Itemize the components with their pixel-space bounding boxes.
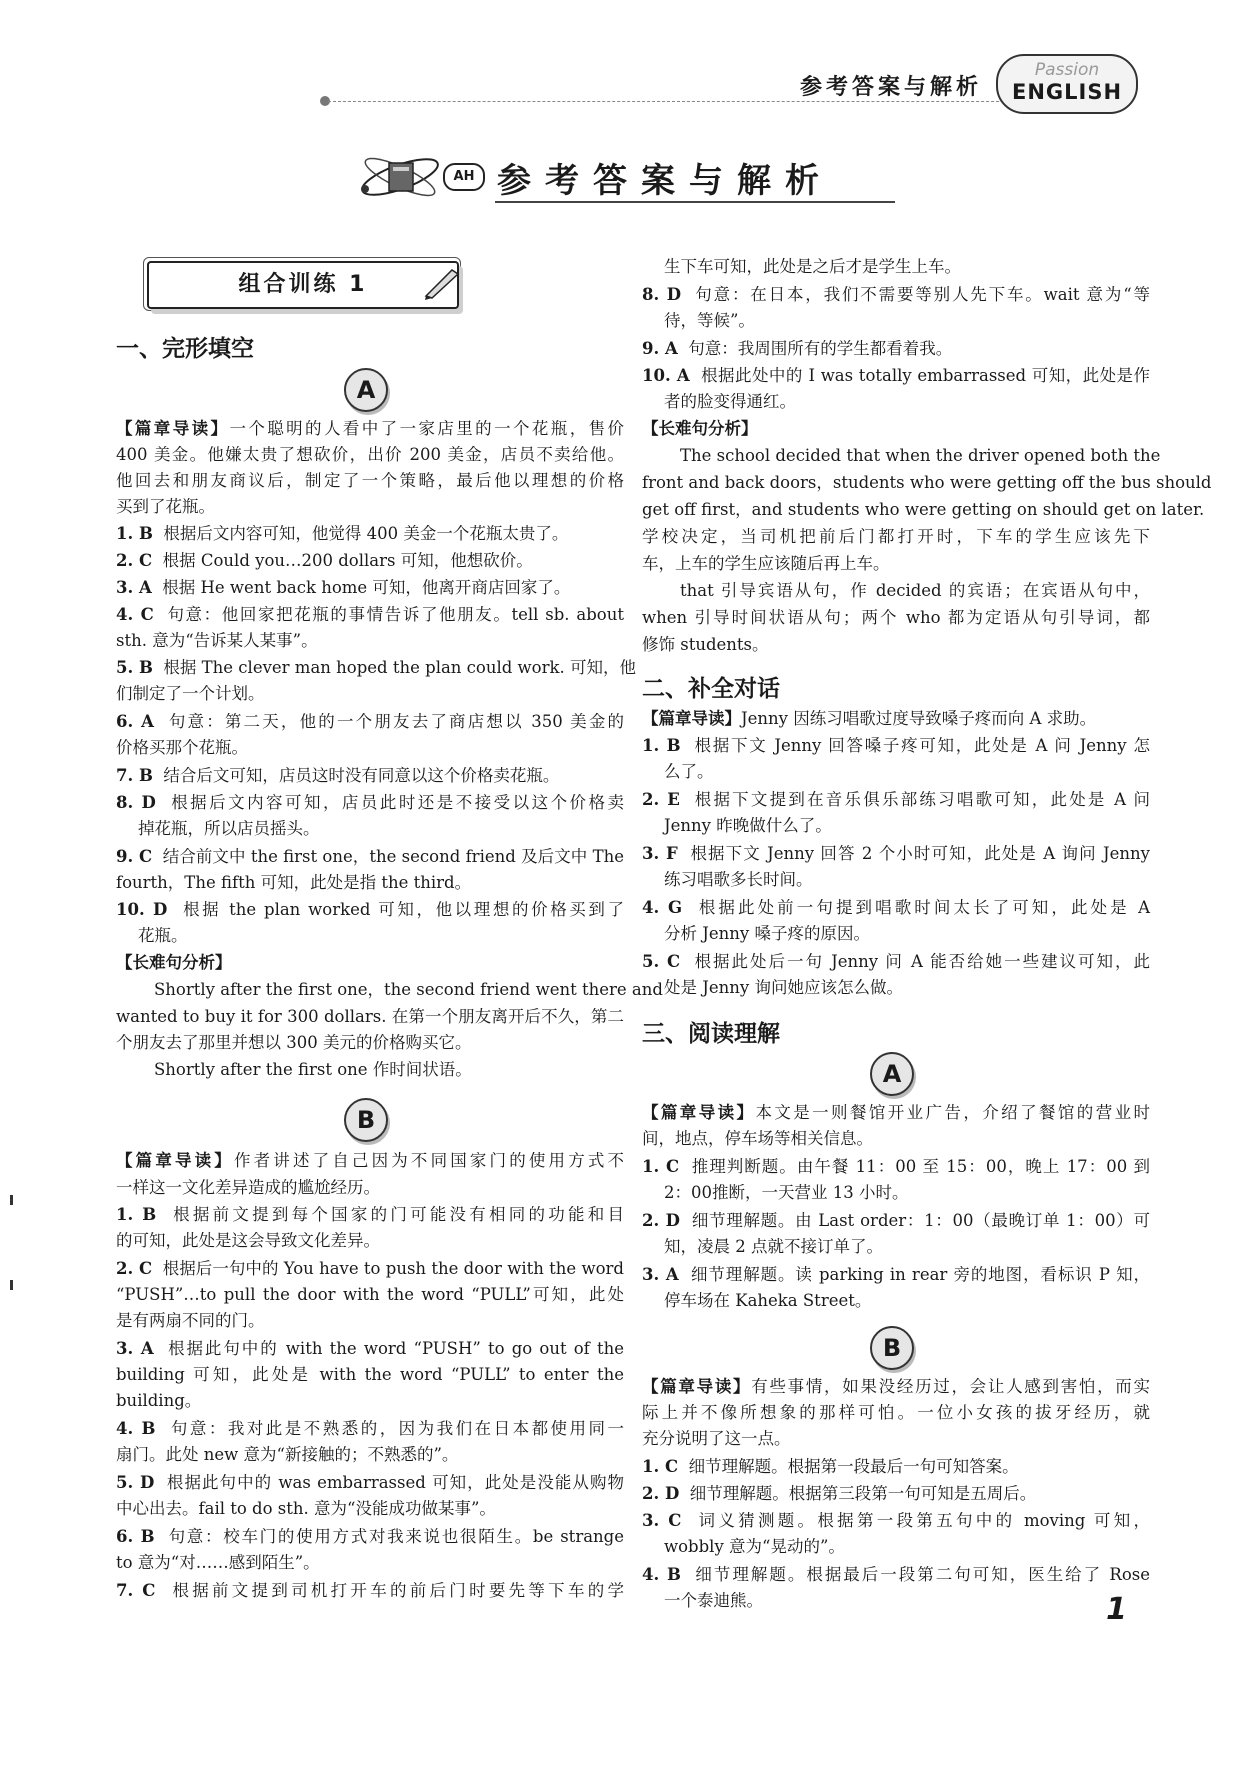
long-sentence-line: The school decided that when the driver opened both the [680, 446, 1161, 465]
answer-item: 1. C 推理判断题。由午餐 11：00 至 15：00，晚上 17：00 到 [642, 1157, 1150, 1176]
long-sentence-line: 学校决定，当司机把前后门都打开时，下车的学生应该先下 [642, 527, 1150, 546]
answer-item: 1. C 细节理解题。根据第一段最后一句可知答案。 [642, 1457, 1019, 1476]
answer-item: 10. A 根据此处中的 I was totally embarrassed 可知，此处是作 [642, 366, 1150, 385]
long-sentence-heading: 【长难句分析】 [116, 953, 232, 972]
answer-item-cont: 的可知，此处是这会导致文化差异。 [116, 1231, 380, 1250]
section-cloze: 一、完形填空 [116, 336, 254, 362]
long-sentence-line: wanted to buy it for 300 dollars. 在第一个朋友离开后不久，第二 [116, 1007, 624, 1026]
answer-item-cont: 处是 Jenny 询问她应该怎么做。 [664, 978, 903, 997]
answer-item: 10. D 根据 the plan worked 可知，他以理想的价格买到了 [116, 900, 625, 919]
answer-item-cont: 待，等候”。 [664, 311, 755, 330]
intro-reading-b-line: 际上并不像所想象的那样可怕。一位小女孩的拔牙经历，就 [642, 1403, 1150, 1422]
answer-item-cont: 价格买那个花瓶。 [116, 738, 248, 757]
long-sentence-line: Shortly after the first one 作时间状语。 [154, 1060, 472, 1079]
answer-item-cont: 者的脸变得通红。 [664, 392, 796, 411]
edition-badge: AH [443, 163, 485, 191]
answer-item-cont: sth. 意为“告诉某人某事”。 [116, 631, 318, 650]
intro-a-line: 他回去和朋友商议后，制定了一个策略，最后他以理想的价格 [116, 471, 624, 490]
long-sentence-line: 修饰 students。 [642, 635, 769, 654]
answer-item: 3. A 根据 He went back home 可知，他离开商店回家了。 [116, 578, 571, 597]
answer-item: 5. D 根据此句中的 was embarrassed 可知，此处是没能从购物 [116, 1473, 624, 1492]
answer-item-cont: 们制定了一个计划。 [116, 684, 265, 703]
section-dialogue: 二、补全对话 [642, 676, 780, 702]
intro-reading-a-line: 间，地点，停车场等相关信息。 [642, 1129, 873, 1148]
long-sentence-line: 车，上车的学生应该随后再上车。 [642, 554, 890, 573]
intro-reading-b-line: 充分说明了这一点。 [642, 1429, 791, 1448]
brand-logo [996, 54, 1138, 114]
answer-item-cont: 是有两扇不同的门。 [116, 1311, 265, 1330]
passage-b-marker: B [344, 1098, 388, 1142]
page-number: 1 [1106, 1592, 1127, 1627]
answer-item-cont: 中心出去。fail to do sth. 意为“没能成功做某事”。 [116, 1499, 496, 1518]
answer-item: 5. B 根据 The clever man hoped the plan could work. 可知，他 [116, 658, 636, 677]
answer-item: 4. C 句意：他回家把花瓶的事情告诉了他朋友。tell sb. about [116, 605, 624, 624]
answer-item-cont: building。 [116, 1391, 202, 1410]
answer-item: 4. B 句意：我对此是不熟悉的，因为我们在日本都使用同一 [116, 1419, 625, 1438]
intro-b: 【篇章导读】作者讲述了自己因为不同国家门的使用方式不 [116, 1151, 625, 1170]
answer-item: 7. B 结合后文可知，店员这时没有同意以这个价格卖花瓶。 [116, 766, 560, 785]
answer-item: 2. C 根据后一句中的 You have to push the door with the word [116, 1259, 624, 1278]
long-sentence-line: 个朋友去了那里并想以 300 美元的价格购买它。 [116, 1033, 472, 1052]
long-sentence-line: Shortly after the first one，the second friend went there and [154, 980, 663, 999]
intro-b-line: 一样这一文化差异造成的尴尬经历。 [116, 1178, 380, 1197]
page-title-block [355, 145, 915, 215]
answer-item: 9. C 结合前文中 the first one，the second friend 及后文中 The [116, 847, 624, 866]
answer-item: 3. A 细节理解题。读 parking in rear 旁的地图，看标识 P 知， [642, 1265, 1150, 1284]
answer-item-cont: 知，凌晨 2 点就不接订单了。 [664, 1237, 883, 1256]
long-sentence-line: that 引导宾语从句，作 decided 的宾语；在宾语从句中， [680, 581, 1150, 600]
unit-title: 组合训练 1 [147, 261, 459, 309]
intro-reading-a: 【篇章导读】本文是一则餐馆开业广告，介绍了餐馆的营业时 [642, 1103, 1151, 1122]
answer-item-cont: 掉花瓶，所以店员摇头。 [138, 819, 320, 838]
answer-item: 2. D 细节理解题。由 Last order：1：00（最晚订单 1：00）可 [642, 1211, 1150, 1230]
answer-item: 2. C 根据 Could you…200 dollars 可知，他想砍价。 [116, 551, 533, 570]
answer-item: 6. A 句意：第二天，他的一个朋友去了商店想以 350 美金的 [116, 712, 624, 731]
answer-item: 9. A 句意：我周围所有的学生都看着我。 [642, 339, 953, 358]
answer-item: 7. C 根据前文提到司机打开车的前后门时要先等下车的学 [116, 1581, 625, 1600]
answer-item-cont: 花瓶。 [138, 926, 188, 945]
running-title: 参考答案与解析 [800, 75, 983, 100]
answer-item-cont: 生下车可知，此处是之后才是学生上车。 [664, 257, 961, 276]
long-sentence-heading: 【长难句分析】 [642, 419, 758, 438]
intro-a-line: 400 美金。他嫌太贵了想砍价，出价 200 美金，店员不卖给他。 [116, 445, 624, 464]
intro-reading-b: 【篇章导读】有些事情，如果没经历过，会让人感到害怕，而实 [642, 1377, 1151, 1396]
intro-a: 【篇章导读】一个聪明的人看中了一家店里的一个花瓶，售价 [116, 419, 625, 438]
scan-mark [10, 1195, 13, 1205]
intro-dialogue: 【篇章导读】Jenny 因练习唱歌过度导致嗓子疼而向 A 求助。 [642, 709, 1097, 728]
answer-item: 8. D 根据后文内容可知，店员此时还是不接受以这个价格卖 [116, 793, 624, 812]
answer-item-cont: fourth，The fifth 可知，此处是指 the third。 [116, 873, 472, 892]
answer-item-cont: wobbly 意为“晃动的”。 [664, 1537, 845, 1556]
atom-book-icon [355, 145, 445, 205]
long-sentence-line: when 引导时间状语从句；两个 who 都为定语从句引导词，都 [642, 608, 1150, 627]
pen-icon [422, 266, 462, 300]
passage-a-marker: A [344, 368, 388, 412]
answer-item-cont: 2：00推断，一天营业 13 小时。 [664, 1183, 909, 1202]
answer-item: 2. D 细节理解题。根据第三段第一句可知是五周后。 [642, 1484, 1037, 1503]
answer-item: 4. B 细节理解题。根据最后一段第二句可知，医生给了 Rose [642, 1565, 1150, 1584]
header-divider [328, 101, 1024, 102]
answer-item: 1. B 根据后文内容可知，他觉得 400 美金一个花瓶太贵了。 [116, 524, 569, 543]
answer-item-cont: 么了。 [664, 762, 714, 781]
answer-item-cont: to 意为“对……感到陌生”。 [116, 1553, 320, 1572]
answer-item: 4. G 根据此处前一句提到唱歌时间太长了可知，此处是 A [642, 898, 1150, 917]
answer-item-cont: 扇门。此处 new 意为“新接触的；不熟悉的”。 [116, 1445, 459, 1464]
answer-item: 1. B 根据前文提到每个国家的门可能没有相同的功能和目 [116, 1205, 625, 1224]
long-sentence-line: front and back doors，students who were getting off the bus should [642, 473, 1212, 492]
answer-item: 5. C 根据此处后一句 Jenny 问 A 能否给她一些建议可知，此 [642, 952, 1150, 971]
answer-item: 2. E 根据下文提到在音乐俱乐部练习唱歌可知，此处是 A 问 [642, 790, 1151, 809]
answer-item-cont: 练习唱歌多长时间。 [664, 870, 813, 889]
answer-item-cont: Jenny 昨晚做什么了。 [664, 816, 832, 835]
brand-bottom-text: ENGLISH [1011, 80, 1123, 104]
answer-item: 3. F 根据下文 Jenny 回答 2 个小时可知，此处是 A 询问 Jenny [642, 844, 1151, 863]
answer-item-cont: 停车场在 Kaheka Street。 [664, 1291, 872, 1310]
answer-item: 8. D 句意：在日本，我们不需要等别人先下车。wait 意为“等 [642, 285, 1150, 304]
answer-item-cont: “PUSH”…to pull the door with the word “PULL”可知，此处 [116, 1285, 624, 1304]
answer-item-cont: 分析 Jenny 嗓子疼的原因。 [664, 924, 870, 943]
answer-item: 1. B 根据下文 Jenny 回答嗓子疼可知，此处是 A 问 Jenny 怎 [642, 736, 1151, 755]
intro-a-line: 买到了花瓶。 [116, 497, 215, 516]
answer-item-cont: building 可知，此处是 with the word “PULL” to enter the [116, 1365, 624, 1384]
answer-item: 3. A 根据此句中的 with the word “PUSH” to go out of the [116, 1339, 624, 1358]
reading-b-marker: B [870, 1326, 914, 1370]
brand-top-text: Passion [1034, 60, 1100, 80]
title-underline [495, 201, 895, 203]
answer-item: 3. C 词义猜测题。根据第一段第五句中的 moving 可知， [642, 1511, 1151, 1530]
page-header [0, 0, 1250, 130]
reading-a-marker: A [870, 1052, 914, 1096]
long-sentence-line: get off first，and students who were getting on should get on later. [642, 500, 1205, 519]
section-reading: 三、阅读理解 [642, 1021, 780, 1047]
page-title: 参考答案与解析 [497, 161, 833, 201]
answer-item-cont: 一个泰迪熊。 [664, 1591, 763, 1610]
answer-item: 6. B 句意：校车门的使用方式对我来说也很陌生。be strange [116, 1527, 624, 1546]
scan-mark [10, 1280, 13, 1290]
